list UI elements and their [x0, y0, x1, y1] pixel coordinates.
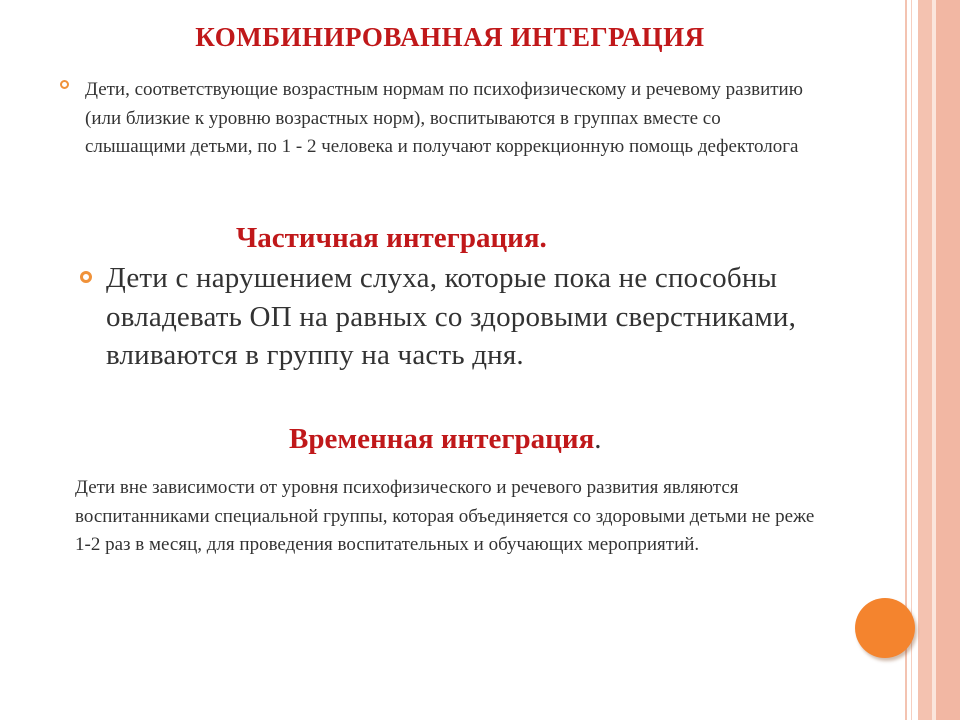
bullet-combined-integration: Дети, соответствующие возрастным нормам по психофизическому и речевому развитию (или близкие к уровню возрастных норм), воспитываются в группах вместе со слышащими детьми, по 1 - 2 человека и получают коррекционную помощь дефектолога [85, 79, 803, 157]
decorative-stripe [936, 0, 960, 720]
heading-temporal-integration [289, 423, 602, 456]
bullet-partial-integration: Дети с нарушением слуха, которые пока не способны овладевать ОП на равных со здоровыми сверстниками, вливаются в группу на часть дня. [106, 262, 797, 371]
heading-temporal-dot: . [594, 423, 602, 455]
slide-title: КОМБИНИРОВАННАЯ ИНТЕГРАЦИЯ [195, 22, 705, 52]
decorative-stripe [911, 0, 912, 720]
paragraph-temporal-integration: Дети вне зависимости от уровня психофизического и речевого развития являются воспитанниками специальной группы, которая объединяется со здоровыми детьми не реже 1-2 раз в месяц, для проведения воспитательных и обучающих мероприятий. [75, 477, 815, 555]
bullet-ring-icon [60, 80, 69, 89]
bullet-ring-icon [80, 271, 92, 283]
heading-partial-integration: Частичная интеграция. [236, 222, 547, 254]
decorative-stripe [918, 0, 932, 720]
heading-temporal-text: Временная интеграция [289, 423, 595, 455]
decorative-orange-circle [855, 598, 915, 658]
